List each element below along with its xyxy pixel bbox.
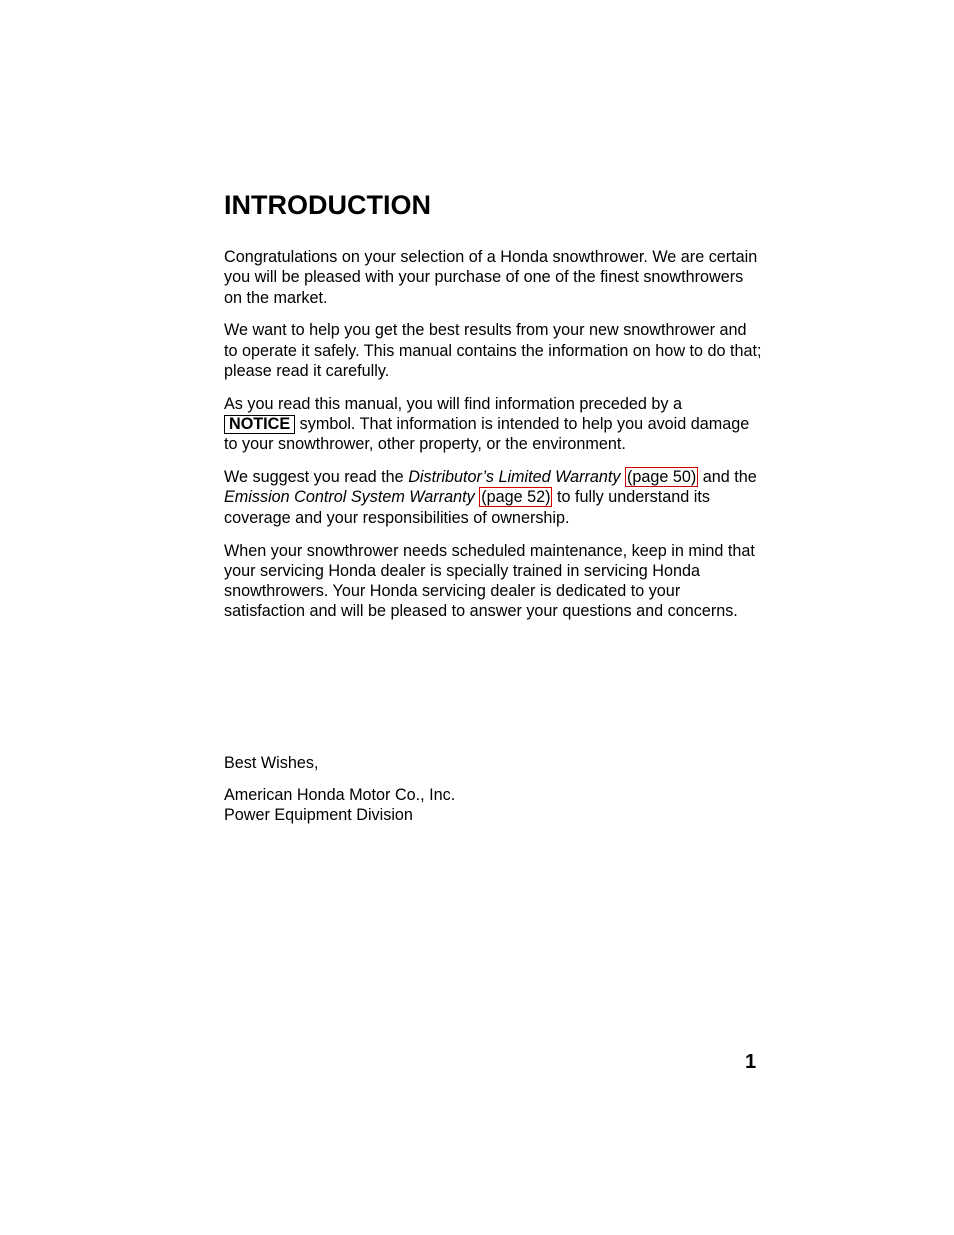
link-page-50[interactable]: (page 50): [627, 468, 697, 487]
paragraph-warranty: [224, 467, 764, 528]
page-number: 1: [745, 1051, 757, 1073]
division-name: Power Equipment Division: [224, 806, 413, 825]
paragraph-congratulations: Congratulations on your selection of a Honda snowthrower. We are certain you will be pleased with your purchase of one of the finest snowthrowers on the market.: [224, 248, 758, 307]
link-page-52[interactable]: (page 52): [481, 488, 551, 507]
warranty-closing-text: to fully understand its coverage and your responsibilities of ownership.: [224, 488, 710, 527]
warranty-intro-text: We suggest you read the: [224, 468, 404, 487]
notice-explanation-text: symbol. That information is intended to help you avoid damage to your snowthrower, other property, or the environment.: [224, 415, 750, 454]
closing-signature: [224, 753, 764, 837]
paragraph-operate-safely: We want to help you get the best results from your new snowthrower and to operate it safely. This manual contains the information on how to do that; please read it carefully.: [224, 321, 762, 380]
company-name: American Honda Motor Co., Inc.: [224, 785, 456, 804]
distributor-warranty-title: Distributor’s Limited Warranty: [408, 468, 621, 487]
paragraph-maintenance: When your snowthrower needs scheduled maintenance, keep in mind that your servicing Honda dealer is specially trained in servicing Honda snowthrowers. Your Honda servicing dealer is dedicated to your satisfaction and will be pleased to answer your questions and concerns.: [224, 541, 755, 621]
company-block: [224, 785, 764, 826]
emission-warranty-title: Emission Control System Warranty: [224, 488, 475, 507]
paragraph-notice: [224, 394, 764, 455]
salutation: Best Wishes,: [224, 754, 319, 772]
notice-intro-text: As you read this manual, you will find information preceded by a: [224, 394, 682, 413]
page-title: INTRODUCTION: [224, 190, 431, 220]
warranty-and-text: and the: [702, 468, 757, 487]
introduction-body: [224, 247, 764, 634]
notice-symbol: NOTICE: [224, 415, 295, 434]
